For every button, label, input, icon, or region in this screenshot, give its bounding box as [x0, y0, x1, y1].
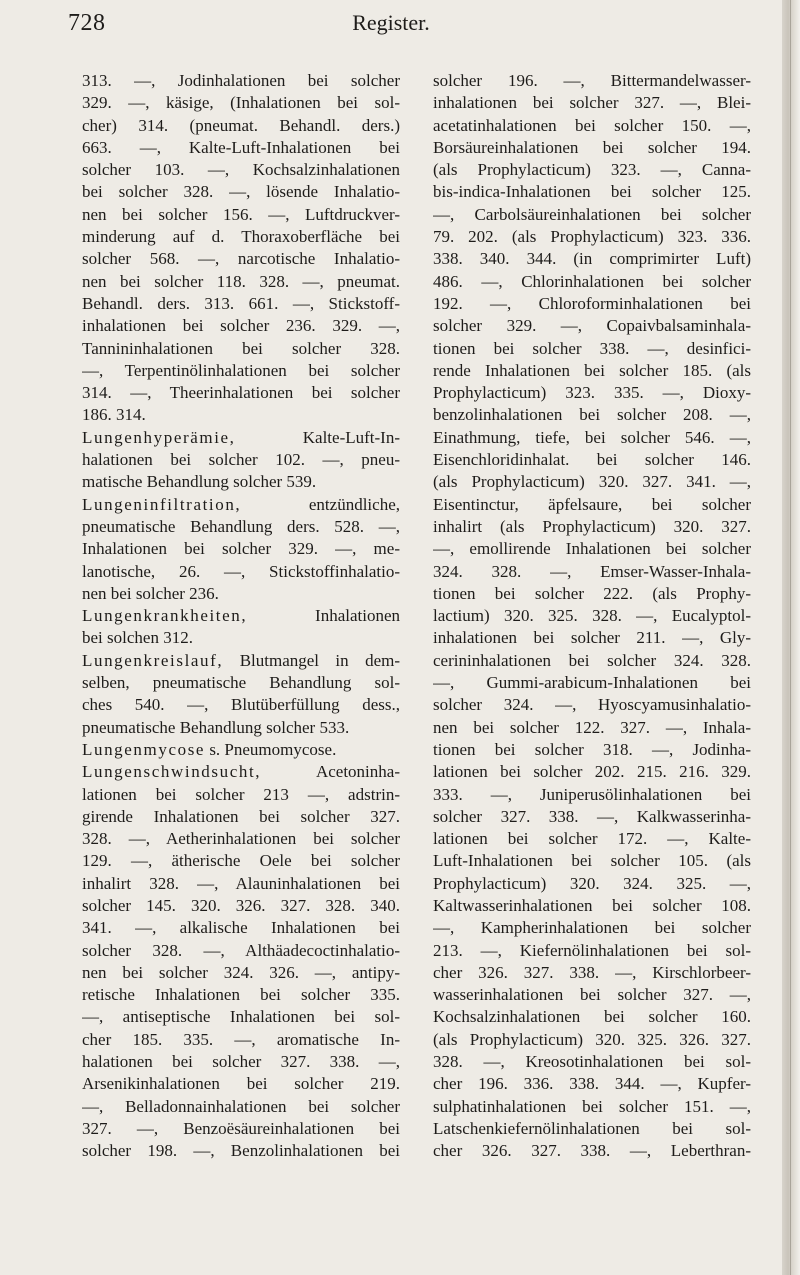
index-text-line: [433, 338, 751, 360]
index-text-line: [433, 761, 751, 783]
index-text-line: [433, 940, 751, 962]
index-text-line: [433, 137, 751, 159]
index-keyword: Lungenschwindsucht,: [82, 762, 262, 782]
index-text: 328. —, Kreosotinhalationen bei sol-: [433, 1052, 751, 1072]
index-text-line: [433, 917, 751, 939]
index-text: nen bei solcher 324. 326. —, antipy-: [82, 962, 400, 982]
index-text-line: [82, 382, 400, 404]
index-text: 328. —, Aetherinhalationen bei solcher: [82, 829, 400, 849]
index-text-line: [82, 293, 400, 315]
index-text-line: [82, 1006, 400, 1028]
index-text-line: [82, 92, 400, 114]
index-text-line: [433, 828, 751, 850]
index-text: inhalationen bei solcher 327. —, Blei-: [433, 93, 751, 113]
index-text-line: [82, 1118, 400, 1140]
index-text: —, emollirende Inhalationen bei solcher: [433, 539, 751, 559]
index-text-line: [433, 449, 751, 471]
index-text: 329. —, käsige, (Inhalationen bei sol-: [82, 93, 400, 113]
index-text: (als Prophylacticum) 323. —, Canna-: [433, 160, 751, 180]
index-text-line: [82, 940, 400, 962]
index-text: halationen bei solcher 102. —, pneu-: [82, 450, 400, 470]
index-text-line: [433, 404, 751, 426]
index-text: (als Prophylacticum) 320. 327. 341. —,: [433, 472, 751, 492]
index-text: bis-indica-Inhalationen bei solcher 125.: [433, 182, 751, 202]
index-text: solcher 327. 338. —, Kalkwasserinha-: [433, 806, 751, 826]
index-entry-line: [82, 761, 400, 783]
index-text-line: [82, 360, 400, 382]
index-text-line: [433, 471, 751, 493]
index-text: Prophylacticum) 320. 324. 325. —,: [433, 873, 751, 893]
index-text: selben, pneumatische Behandlung sol-: [82, 673, 400, 693]
index-text: 192. —, Chloroforminhalationen bei: [433, 293, 751, 313]
index-text: retische Inhalationen bei solcher 335.: [82, 985, 400, 1005]
index-text-line: [82, 516, 400, 538]
index-text-line: [433, 494, 751, 516]
index-text: Kochsalzinhalationen bei solcher 160.: [433, 1007, 751, 1027]
index-text: Latschenkiefernölinhalationen bei sol-: [433, 1118, 751, 1138]
index-text: pneumatische Behandlung ders. 528. —,: [82, 516, 400, 536]
index-text-line: [82, 717, 400, 739]
index-text-line: [82, 70, 400, 92]
index-text: inhalirt 328. —, Alauninhalationen bei: [82, 873, 400, 893]
index-text: 663. —, Kalte-Luft-Inhalationen bei: [82, 137, 400, 157]
index-text: Arsenikinhalationen bei solcher 219.: [82, 1074, 400, 1094]
index-text: halationen bei solcher 327. 338. —,: [82, 1052, 400, 1072]
index-entry-line: [82, 494, 400, 516]
index-text: solcher 196. —, Bittermandelwasser-: [433, 71, 751, 90]
index-text-line: [433, 1006, 751, 1028]
index-text-line: [82, 561, 400, 583]
index-text-line: [433, 516, 751, 538]
index-text: solcher 103. —, Kochsalzinhalationen: [82, 160, 400, 180]
index-entry-line: [82, 605, 400, 627]
index-text-line: [433, 315, 751, 337]
index-text: inhalationen bei solcher 236. 329. —,: [82, 316, 400, 336]
index-text-line: [82, 917, 400, 939]
page-number: 728: [68, 10, 106, 36]
index-text-line: [82, 226, 400, 248]
index-text-line: [433, 694, 751, 716]
index-text-line: [433, 226, 751, 248]
index-text: cher 326. 327. 338. —, Kirschlorbeer-: [433, 962, 751, 982]
index-text: cerininhalationen bei solcher 324. 328.: [433, 650, 751, 670]
index-text-line: [82, 159, 400, 181]
index-text: minderung auf d. Thoraxoberfläche bei: [82, 227, 400, 247]
index-text: cher) 314. (pneumat. Behandl. ders.): [82, 115, 400, 135]
index-text-line: [433, 717, 751, 739]
index-text-line: [433, 1096, 751, 1118]
index-text-line: [433, 115, 751, 137]
index-text-line: [433, 248, 751, 270]
index-text-line: [82, 1140, 400, 1162]
index-keyword: Lungenkreislauf,: [82, 650, 224, 670]
index-text-line: [433, 204, 751, 226]
index-entry-line: [82, 650, 400, 672]
index-text: solcher 198. —, Benzolinhalationen bei: [82, 1141, 400, 1161]
index-text: 333. —, Juniperusölinhalationen bei: [433, 784, 751, 804]
index-text: sulphatinhalationen bei solcher 151. —,: [433, 1096, 751, 1116]
index-text: solcher 328. —, Althäadecoctinhalatio-: [82, 940, 400, 960]
index-text: Inhalationen: [315, 606, 400, 626]
index-text-line: [433, 739, 751, 761]
index-text: Prophylacticum) 323. 335. —, Dioxy-: [433, 383, 751, 403]
index-text: wasserinhalationen bei solcher 327. —,: [433, 985, 751, 1005]
index-text: Eisenchloridinhalat. bei solcher 146.: [433, 450, 751, 470]
index-text-line: [433, 271, 751, 293]
index-text: —, Belladonnainhalationen bei solcher: [82, 1096, 400, 1116]
index-text-line: [82, 204, 400, 226]
index-text: nen bei solcher 156. —, Luftdruckver-: [82, 204, 400, 224]
index-text-line: [433, 561, 751, 583]
index-text-line: [433, 1051, 751, 1073]
index-text: inhalationen bei solcher 211. —, Gly-: [433, 628, 751, 648]
index-text: solcher 568. —, narcotische Inhalatio-: [82, 249, 400, 269]
index-text-line: [433, 382, 751, 404]
index-text: cher 185. 335. —, aromatische In-: [82, 1029, 400, 1049]
index-text: Kaltwasserinhalationen bei solcher 108.: [433, 895, 751, 915]
index-text-line: [433, 873, 751, 895]
index-text-line: [82, 627, 400, 649]
index-text-line: [433, 360, 751, 382]
running-head: Register.: [352, 10, 430, 35]
index-column-right: [433, 70, 751, 1163]
index-text-line: [433, 650, 751, 672]
index-text: Tannininhalationen bei solcher 328.: [82, 338, 400, 358]
page-edge-shadow: [782, 0, 800, 1275]
index-text-line: [433, 1073, 751, 1095]
index-text-line: [82, 338, 400, 360]
index-text-line: [82, 137, 400, 159]
index-text: pneumatische Behandlung solcher 533.: [82, 717, 350, 737]
index-text: lationen bei solcher 172. —, Kalte-: [433, 829, 751, 849]
index-text: Borsäureinhalationen bei solcher 194.: [433, 137, 751, 157]
index-text: 324. 328. —, Emser-Wasser-Inhala-: [433, 561, 751, 581]
index-text-line: [433, 1140, 751, 1162]
index-text-line: [433, 1029, 751, 1051]
index-text-line: [82, 850, 400, 872]
index-text-line: [82, 1096, 400, 1118]
index-text-line: [82, 471, 400, 493]
index-text: ches 540. —, Blutüberfüllung dess.,: [82, 695, 400, 715]
index-text-line: [82, 583, 400, 605]
index-text: 338. 340. 344. (in comprimirter Luft): [433, 249, 751, 269]
index-column-left: [82, 70, 400, 1163]
index-text-line: [433, 159, 751, 181]
index-text-line: [433, 70, 751, 92]
index-text: Eisentinctur, äpfelsaure, bei solcher: [433, 494, 751, 514]
index-text: rende Inhalationen bei solcher 185. (als: [433, 360, 751, 380]
index-text: lanotische, 26. —, Stickstoffinhalatio-: [82, 561, 400, 581]
index-text-line: [82, 315, 400, 337]
index-text: matische Behandlung solcher 539.: [82, 472, 317, 492]
index-text: —, Terpentinölinhalationen bei solcher: [82, 360, 400, 380]
index-text: entzündliche,: [308, 494, 400, 514]
index-text: 79. 202. (als Prophylacticum) 323. 336.: [433, 227, 751, 247]
index-text: —, Carbolsäureinhalationen bei solcher: [433, 204, 751, 224]
index-text-line: [82, 806, 400, 828]
index-text-line: [82, 828, 400, 850]
index-text: bei solchen 312.: [82, 628, 193, 648]
index-text-line: [82, 984, 400, 1006]
index-text: solcher 145. 320. 326. 327. 328. 340.: [82, 895, 400, 915]
index-text: —, Gummi-arabicum-Inhalationen bei: [433, 673, 751, 693]
index-text: cher 196. 336. 338. 344. —, Kupfer-: [433, 1074, 751, 1094]
index-text-line: [433, 784, 751, 806]
index-text: nen bei solcher 122. 327. —, Inhala-: [433, 717, 751, 737]
index-text: 327. —, Benzoësäureinhalationen bei: [82, 1118, 400, 1138]
index-text-line: [82, 271, 400, 293]
index-text: bei solcher 328. —, lösende Inhalatio-: [82, 182, 400, 202]
index-text: 129. —, ätherische Oele bei solcher: [82, 851, 400, 871]
index-text: lationen bei solcher 202. 215. 216. 329.: [433, 762, 751, 782]
index-text: s. Pneumomycose.: [209, 739, 337, 759]
index-text-line: [433, 605, 751, 627]
index-keyword: Lungeninfiltration,: [82, 494, 242, 514]
index-keyword: Lungenmycose: [82, 739, 206, 759]
index-text: 341. —, alkalische Inhalationen bei: [82, 918, 400, 938]
index-text-line: [82, 449, 400, 471]
index-keyword: Lungenkrankheiten,: [82, 606, 248, 626]
index-text: solcher 324. —, Hyoscyamusinhalatio-: [433, 695, 751, 715]
index-text-line: [433, 984, 751, 1006]
index-text: Inhalationen bei solcher 329. —, me-: [82, 539, 400, 559]
index-text: 486. —, Chlorinhalationen bei solcher: [433, 271, 751, 291]
index-text-line: [82, 962, 400, 984]
index-text-line: [433, 850, 751, 872]
index-text: 213. —, Kiefernölinhalationen bei sol-: [433, 940, 751, 960]
index-text-line: [433, 627, 751, 649]
index-text-line: [82, 1029, 400, 1051]
index-text-line: [433, 181, 751, 203]
index-text-line: [82, 784, 400, 806]
index-text: tionen bei solcher 338. —, desinfici-: [433, 338, 751, 358]
index-text: benzolinhalationen bei solcher 208. —,: [433, 405, 751, 425]
index-text-line: [82, 1051, 400, 1073]
index-text: lactium) 320. 325. 328. —, Eucalyptol-: [433, 606, 751, 626]
index-keyword: Lungenhyperämie,: [82, 427, 236, 447]
index-text: 186. 314.: [82, 405, 146, 425]
index-text: girende Inhalationen bei solcher 327.: [82, 806, 400, 826]
index-text: nen bei solcher 236.: [82, 583, 219, 603]
index-text: Blutmangel in dem-: [239, 650, 400, 670]
index-text: tionen bei solcher 222. (als Prophy-: [433, 583, 751, 603]
index-text: lationen bei solcher 213 —, adstrin-: [82, 784, 400, 804]
index-text: Luft-Inhalationen bei solcher 105. (als: [433, 851, 751, 871]
index-text: solcher 329. —, Copaivbalsaminhala-: [433, 316, 751, 336]
index-text-line: [433, 293, 751, 315]
index-text: Kalte-Luft-In-: [302, 427, 400, 447]
index-text: tionen bei solcher 318. —, Jodinha-: [433, 739, 751, 759]
index-entry-line: [82, 427, 400, 449]
index-text-line: [433, 806, 751, 828]
index-text-line: [433, 1118, 751, 1140]
index-text-line: [82, 895, 400, 917]
index-text: acetatinhalationen bei solcher 150. —,: [433, 115, 751, 135]
index-text: Behandl. ders. 313. 661. —, Stickstoff-: [82, 293, 400, 313]
index-text-line: [82, 538, 400, 560]
index-text: nen bei solcher 118. 328. —, pneumat.: [82, 271, 400, 291]
index-text: Acetoninha-: [315, 762, 400, 782]
index-text: 314. —, Theerinhalationen bei solcher: [82, 383, 400, 403]
index-text-line: [433, 962, 751, 984]
index-text-line: [433, 583, 751, 605]
index-text: Einathmung, tiefe, bei solcher 546. —,: [433, 427, 751, 447]
index-text: inhalirt (als Prophylacticum) 320. 327.: [433, 516, 751, 536]
index-text-line: [82, 694, 400, 716]
index-text-line: [433, 672, 751, 694]
page-edge-line: [790, 0, 791, 1275]
index-text: 313. —, Jodinhalationen bei solcher: [82, 71, 400, 90]
index-entry-line: [82, 739, 400, 761]
index-text-line: [82, 873, 400, 895]
index-text: (als Prophylacticum) 320. 325. 326. 327.: [433, 1029, 751, 1049]
index-text-line: [82, 1073, 400, 1095]
index-text-line: [82, 248, 400, 270]
index-text: —, Kampherinhalationen bei solcher: [433, 918, 751, 938]
index-text-line: [82, 181, 400, 203]
index-text-line: [433, 895, 751, 917]
index-text-line: [433, 92, 751, 114]
index-text-line: [433, 538, 751, 560]
index-text-line: [82, 672, 400, 694]
index-text: cher 326. 327. 338. —, Leberthran-: [433, 1141, 751, 1161]
index-text-line: [82, 115, 400, 137]
index-text-line: [82, 404, 400, 426]
index-text: —, antiseptische Inhalationen bei sol-: [82, 1007, 400, 1027]
index-text-line: [433, 427, 751, 449]
